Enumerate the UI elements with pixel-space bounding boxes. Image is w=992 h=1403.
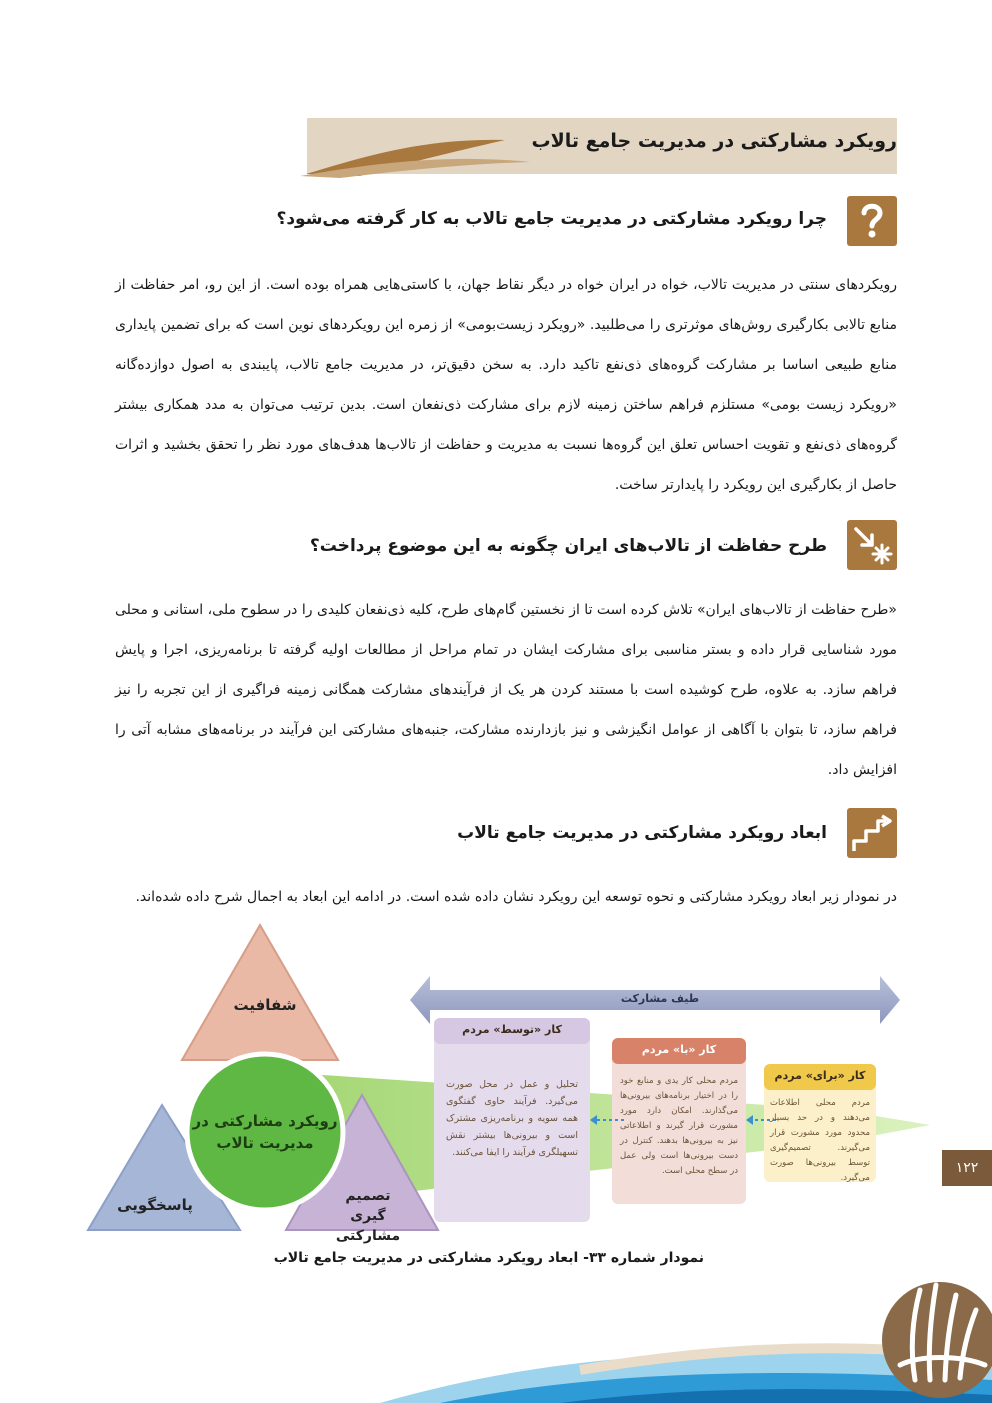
card-by-people-title: کار «توسط» مردم xyxy=(462,1023,562,1036)
section1-paragraph: رویکردهای سنتی در مدیریت تالاب، خواه در ایران خواه در دیگر نقاط جهان، با کاستی‌هایی همراه بوده است. از این رو، امر حفاظت از منابع تالابی بکارگیری روش‌های موثرتری را می‌طلبید. «رویکرد زیست‌بومی» از زمره این رویکردهای نوین است که برای تضمین پایداری منابع طبیعی اساسا بر مشارکت گروه‌های ذی‌نفع تاکید دارد. به سخن دقیق‌تر، در مدیریت جامع تالاب، پایبندی به اصول دوازده‌گانه «رویکرد زیست بومی» مستلزم فراهم ساختن زمینه لازم برای مشارکت ذی‌نفعان است. بدین ترتیب می‌توان به مدد همکاری بیشتر گروه‌های ذی‌نفع و تقویت احساس تعلق این گروه‌ها نسبت به مدیریت و حفاظت از تالاب‌ها هدف‌های مورد نظر را تحقق بخشید و اثرات حاصل از بکارگیری این رویکرد را پایدارتر ساخت. xyxy=(115,277,897,493)
card-for-people-title: کار «برای» مردم xyxy=(774,1069,866,1082)
card-with-people-title: کار «با» مردم xyxy=(641,1043,717,1056)
reed-emblem-decoration xyxy=(870,1260,992,1403)
section1-title: چرا رویکرد مشارکتی در مدیریت جامع تالاب به کار گرفته می‌شود؟ xyxy=(276,209,827,229)
section3-paragraph: در نمودار زیر ابعاد رویکرد مشارکتی و نحوه توسعه این رویکرد نشان داده شده است. در ادامه این ابعاد به اجمال شرح داده شده‌اند. xyxy=(135,889,897,905)
section3-title: ابعاد رویکرد مشارکتی در مدیریت جامع تالاب xyxy=(457,823,827,843)
center-circle-label: رویکرد مشارکتی در مدیریت تالاب xyxy=(192,1112,338,1152)
stairs-arrow-icon xyxy=(847,808,897,858)
spectrum-label: طیف مشارکت xyxy=(620,992,700,1005)
triangle-top-label: شفافیت xyxy=(233,996,297,1014)
triangle-right-label: تصمیم گیری مشارکتی xyxy=(335,1188,401,1244)
triangle-top xyxy=(182,925,338,1060)
section2-paragraph: «طرح حفاظت از تالاب‌های ایران» تلاش کرده است تا از نخستین گام‌های طرح، کلیه ذی‌نفعان کلیدی را در سطوح ملی، استانی و محلی مورد شناسایی قرار داده و بستر مناسبی برای مشارکت ایشان در تمام مراحل از مطالعات اولیه گرفته تا برنامه‌ریزی، اجرا و پایش فراهم سازد. به علاوه، طرح کوشیده است با مستند کردن هر یک از فرآیندهای مشارکت همگانی زمینه فراگیری از این تجربه را نیز فراهم سازد، تا بتوان با آگاهی از عوامل انگیزشی و نیز بازدارنده مشارکت، جنبه‌های مشارکتی این فرآیند در برنامه‌های مشابه آتی را افزایش داد. xyxy=(115,602,897,778)
card-for-people-text: مردم محلی اطلاعات می‌دهند و در حد بسیار محدود مورد مشورت قرار می‌گیرند. تصمیم‌گیری توسط بیرونی‌ها صورت می‌گیرد. xyxy=(770,1098,870,1183)
figure-caption: نمودار شماره ۳۳- ابعاد رویکرد مشارکتی در مدیریت جامع تالاب xyxy=(273,1250,704,1266)
card-by-people-text: تحلیل و عمل در محل صورت می‌گیرد. فرآیند حاوی گفتگوی همه سویه و برنامه‌ریزی مشترک است و بیرونی‌ها بیشتر نقش تسهیلگری فرآیند را ایفا می‌کنند. xyxy=(446,1079,578,1158)
card-with-people-text: مردم محلی کار یدی و منابع خود را در اختیار برنامه‌های بیرونی‌ها می‌گذارند. امکان دارد مورد مشورت قرار گیرند و اطلاعاتی نیز به بیرونی‌ها بدهند. کنترل در دست بیرونی‌ها است ولی عمل در سطح محلی است. xyxy=(620,1076,738,1176)
page-header-title: رویکرد مشارکتی در مدیریت جامع تالاب xyxy=(531,130,897,152)
page-number: ۱۲۲ xyxy=(942,1150,992,1186)
triangle-left-label: پاسخگویی xyxy=(117,1196,193,1214)
section2-title: طرح حفاظت از تالاب‌های ایران چگونه به این موضوع پرداخت؟ xyxy=(309,536,827,556)
arrow-star-icon xyxy=(847,520,897,570)
question-mark-icon xyxy=(847,196,897,246)
